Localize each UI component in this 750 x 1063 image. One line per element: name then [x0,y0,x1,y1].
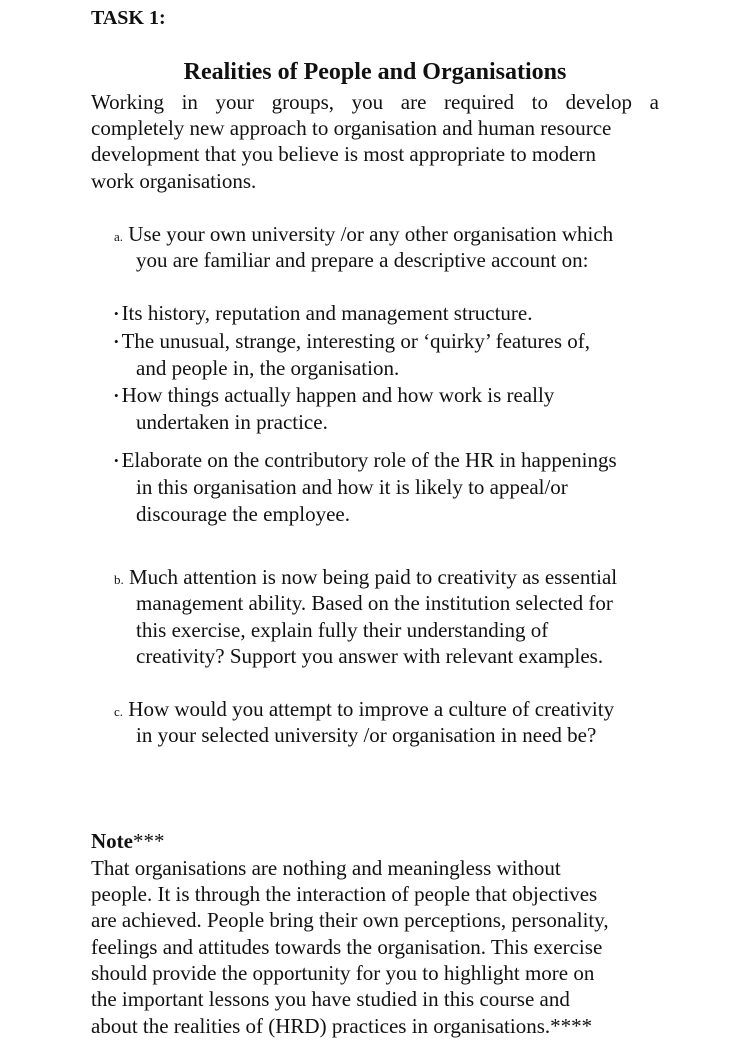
item-a-marker: a. [114,229,124,244]
intro-line-2: completely new approach to organisation and human resource [91,116,612,140]
intro-word: your [215,90,255,114]
note-line-5: should provide the opportunity for you to highlight more on [91,961,595,985]
item-c-line-2: in your selected university /or organisation in need be? [136,723,597,747]
bullet-icon: • [114,306,119,321]
item-b-line-2: management ability. Based on the institution selected for [136,591,613,615]
item-b-marker: b. [114,572,124,587]
item-c-marker: c. [114,704,124,719]
document-title: Realities of People and Organisations [183,59,567,85]
note-line-1: That organisations are nothing and meaningless without [91,856,561,880]
intro-word: you [351,90,384,114]
bullet-icon: • [114,453,119,468]
note-line-4: feelings and attitudes towards the organisation. This exercise [91,935,603,959]
intro-line-3: development that you believe is most appropriate to modern [91,142,597,166]
bullet-item-2 [114,328,590,357]
item-a-line-1: Use your own university /or any other organisation which [128,222,614,246]
bullet-icon: • [114,388,119,403]
note-line-3: are achieved. People bring their own perceptions, personality, [91,908,609,932]
note-heading [91,828,164,854]
bullet-2-line-1: The unusual, strange, interesting or ‘quirky’ features of, [121,329,591,353]
bullet-item-4 [114,447,617,476]
intro-word: to [531,90,548,114]
bullet-item-3 [114,382,554,411]
item-c-line-1: How would you attempt to improve a culture of creativity [128,697,615,721]
item-b-line-4: creativity? Support you answer with relevant examples. [136,644,604,668]
note-heading-stars: *** [132,829,165,853]
intro-line-4: work organisations. [91,169,257,193]
intro-word: are [400,90,427,114]
intro-word: required [444,90,514,114]
bullet-4-line-2: in this organisation and how it is likely to appeal/or [136,475,568,499]
note-heading-label: Note [91,829,133,853]
intro-word: Working [91,90,164,114]
note-line-7: about the realities of (HRD) practices in organisations.**** [91,1014,593,1038]
bullet-item-1 [114,300,533,329]
task-label: TASK 1: [91,7,166,29]
bullet-2-line-2: and people in, the organisation. [136,356,400,380]
item-a-line-2: you are familiar and prepare a descriptive account on: [136,248,589,272]
bullet-4-line-1: Elaborate on the contributory role of the HR in happenings [121,448,617,472]
intro-line-1 [91,89,659,115]
intro-word: groups, [271,90,335,114]
bullet-icon: • [114,334,119,349]
note-line-6: the important lessons you have studied in this course and [91,987,570,1011]
bullet-1-line-1: Its history, reputation and management structure. [121,301,533,325]
intro-word: in [181,90,198,114]
note-line-2: people. It is through the interaction of people that objectives [91,882,598,906]
bullet-4-line-3: discourage the employee. [136,502,350,526]
intro-word: a [649,90,659,114]
item-b-line-1: Much attention is now being paid to creativity as essential [129,565,618,589]
bullet-3-line-1: How things actually happen and how work is really [121,383,555,407]
item-b-line-3: this exercise, explain fully their understanding of [136,618,549,642]
bullet-3-line-2: undertaken in practice. [136,410,328,434]
intro-word: develop [565,90,633,114]
